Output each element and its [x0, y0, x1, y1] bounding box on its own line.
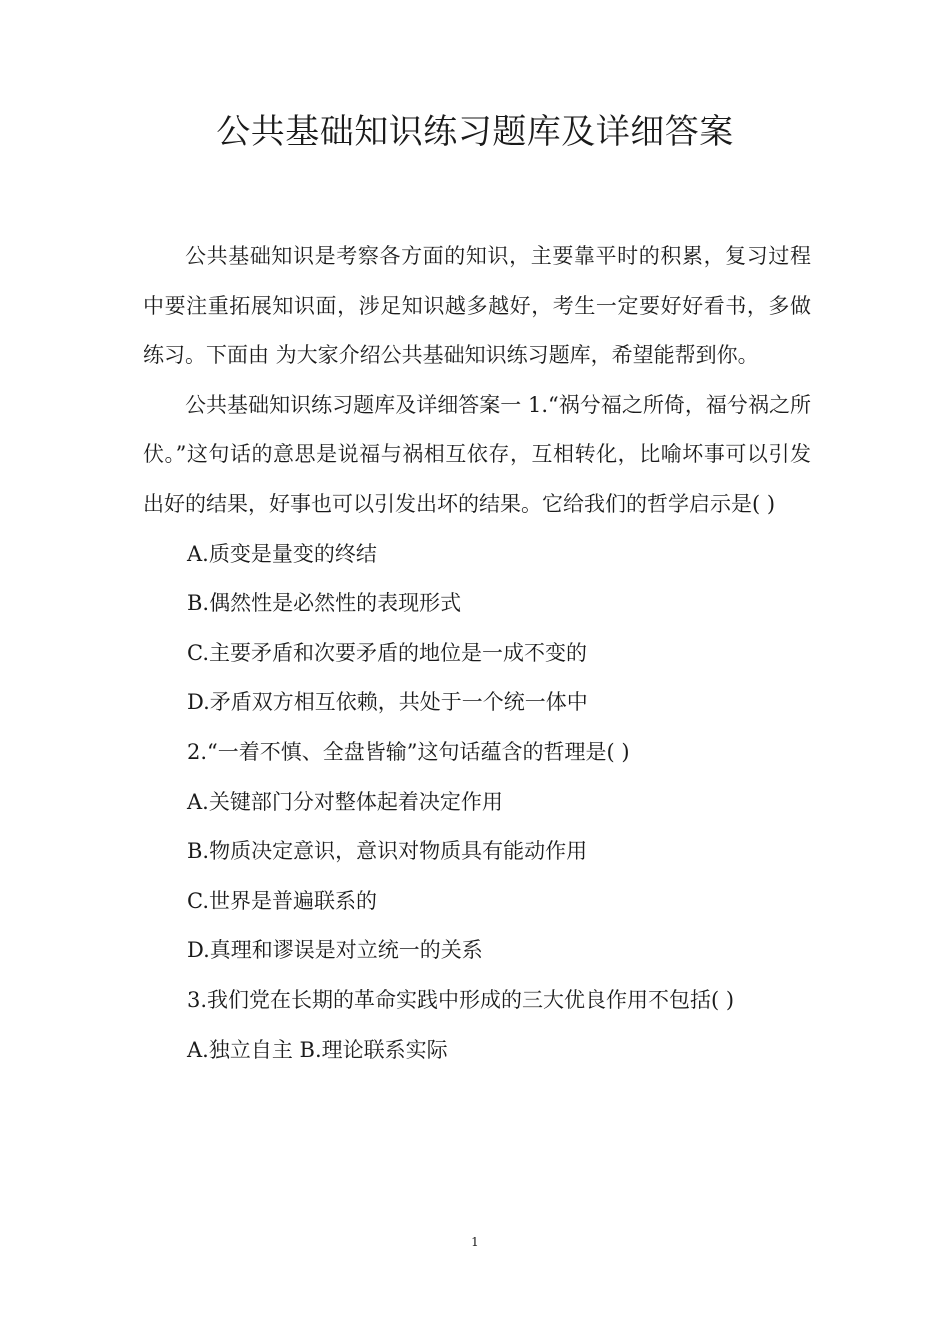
document-title: 公共基础知识练习题库及详细答案 [216, 112, 734, 152]
q2-option-b: B.物质决定意识，意识对物质具有能动作用 [187, 839, 588, 864]
q2-option-c: C.世界是普遍联系的 [187, 888, 377, 913]
question-3: 3.我们党在长期的革命实践中形成的三大优良作用不包括( ) [187, 987, 735, 1012]
q2-option-d: D.真理和谬误是对立统一的关系 [187, 938, 483, 963]
document-body [143, 232, 811, 1075]
q2-option-a: A.关键部门分对整体起着决定作用 [187, 789, 503, 814]
intro-paragraph: 公共基础知识是考察各方面的知识，主要靠平时的积累，复习过程中要注重拓展知识面，涉足知识越多越好，考生一定要好好看书，多做练习。下面由 为大家介绍公共基础知识练习题库，希望能帮到你。 [143, 244, 811, 368]
q1-option-d: D.矛盾双方相互依赖，共处于一个统一体中 [187, 690, 588, 715]
q1-option-c: C.主要矛盾和次要矛盾的地位是一成不变的 [187, 640, 587, 665]
q3-options-ab: A.独立自主 B.理论联系实际 [187, 1037, 448, 1062]
q1-option-b: B.偶然性是必然性的表现形式 [187, 591, 462, 616]
page-number: 1 [471, 1235, 479, 1249]
q1-option-a: A.质变是量变的终结 [187, 541, 377, 566]
question-2: 2.“一着不慎、全盘皆输”这句话蕴含的哲理是( ) [187, 739, 630, 764]
question-1-paragraph: 公共基础知识练习题库及详细答案一 1.“祸兮福之所倚，福兮祸之所伏。”这句话的意思是说福与祸相互依存，互相转化，比喻坏事可以引发出好的结果，好事也可以引发出坏的结果。它给我们的哲学启示是( ) [143, 392, 811, 516]
